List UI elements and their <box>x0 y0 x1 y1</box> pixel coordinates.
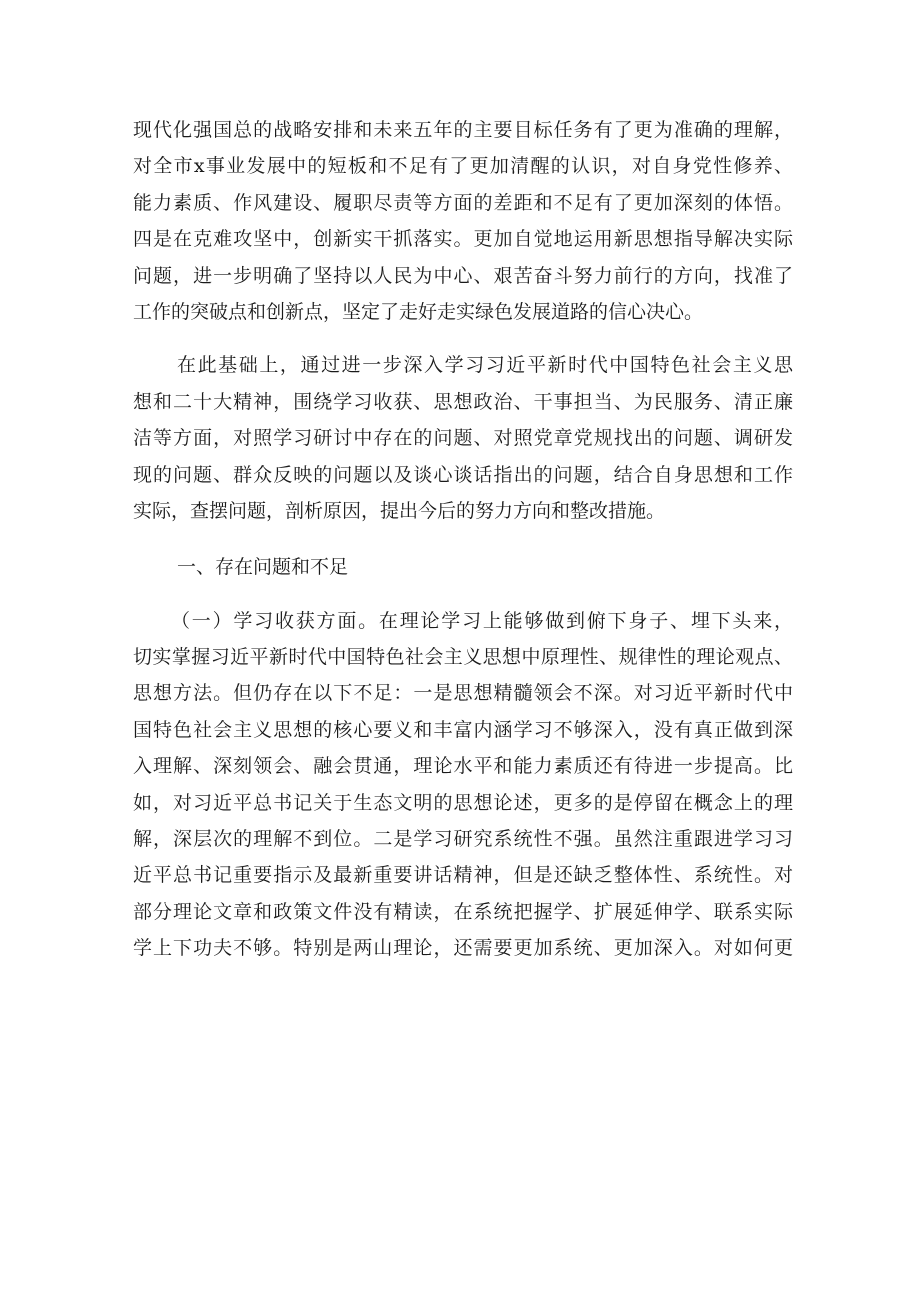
paragraph-line: 能力素质、作风建设、履职尽责等方面的差距和不足有了更加深刻的体悟。 <box>133 191 793 214</box>
paragraph-line: 部分理论文章和政策文件没有精读，在系统把握学、扩展延伸学、联系实际 <box>133 900 793 923</box>
paragraph-line: （一）学习收获方面。在理论学习上能够做到俯下身子、埋下头来， <box>171 609 793 632</box>
paragraph-spacer <box>133 529 793 549</box>
paragraph-line: 国特色社会主义思想的核心要义和丰富内涵学习不够深入，没有真正做到深 <box>133 718 793 741</box>
paragraph-line: 对全市x事业发展中的短板和不足有了更加清醒的认识，对自身党性修养、 <box>133 155 793 178</box>
paragraph-line: 近平总书记重要指示及最新重要讲话精神，但是还缺乏整体性、系统性。对 <box>133 864 793 887</box>
paragraph-line: 问题，进一步明确了坚持以人民为中心、艰苦奋斗努力前行的方向，找准了 <box>133 264 793 287</box>
paragraph-line: 在此基础上，通过进一步深入学习习近平新时代中国特色社会主义思 <box>177 354 793 377</box>
subsection-paragraph <box>133 603 793 967</box>
section-heading: 一、存在问题和不足 <box>177 556 349 579</box>
paragraph-line: 现的问题、群众反映的问题以及谈心谈话指出的问题，结合自身思想和工作 <box>133 463 793 486</box>
paragraph-spacer <box>133 330 793 347</box>
paragraph-line: 洁等方面，对照学习研讨中存在的问题、对照党章党规找出的问题、调研发 <box>133 427 793 450</box>
paragraph-line: 如，对习近平总书记关于生态文明的思想论述，更多的是停留在概念上的理 <box>133 791 793 814</box>
continuation-paragraph <box>133 112 793 330</box>
paragraph-line: 四是在克难攻坚中，创新实干抓落实。更加自觉地运用新思想指导解决实际 <box>133 228 793 251</box>
paragraph-line: 入理解、深刻领会、融会贯通，理论水平和能力素质还有待进一步提高。比 <box>133 755 793 778</box>
paragraph-line: 想和二十大精神，围绕学习收获、思想政治、干事担当、为民服务、清正廉 <box>133 390 793 413</box>
paragraph-line: 实际，查摆问题，剖析原因，提出今后的努力方向和整改措施。 <box>133 499 666 522</box>
document-body <box>133 112 793 967</box>
paragraph-line: 思想方法。但仍存在以下不足：一是思想精髓领会不深。对习近平新时代中 <box>133 682 793 705</box>
paragraph-line: 现代化强国总的战略安排和未来五年的主要目标任务有了更为准确的理解， <box>133 119 793 141</box>
paragraph-spacer <box>133 586 793 603</box>
paragraph-line: 工作的突破点和创新点，坚定了走好走实绿色发展道路的信心决心。 <box>133 300 704 323</box>
paragraph-line: 学上下功夫不够。特别是两山理论，还需要更加系统、更加深入。对如何更 <box>133 937 793 960</box>
paragraph-line: 解，深层次的理解不到位。二是学习研究系统性不强。虽然注重跟进学习习 <box>133 828 793 851</box>
paragraph-line: 切实掌握习近平新时代中国特色社会主义思想中原理性、规律性的理论观点、 <box>133 646 793 669</box>
intro-paragraph <box>133 347 793 529</box>
